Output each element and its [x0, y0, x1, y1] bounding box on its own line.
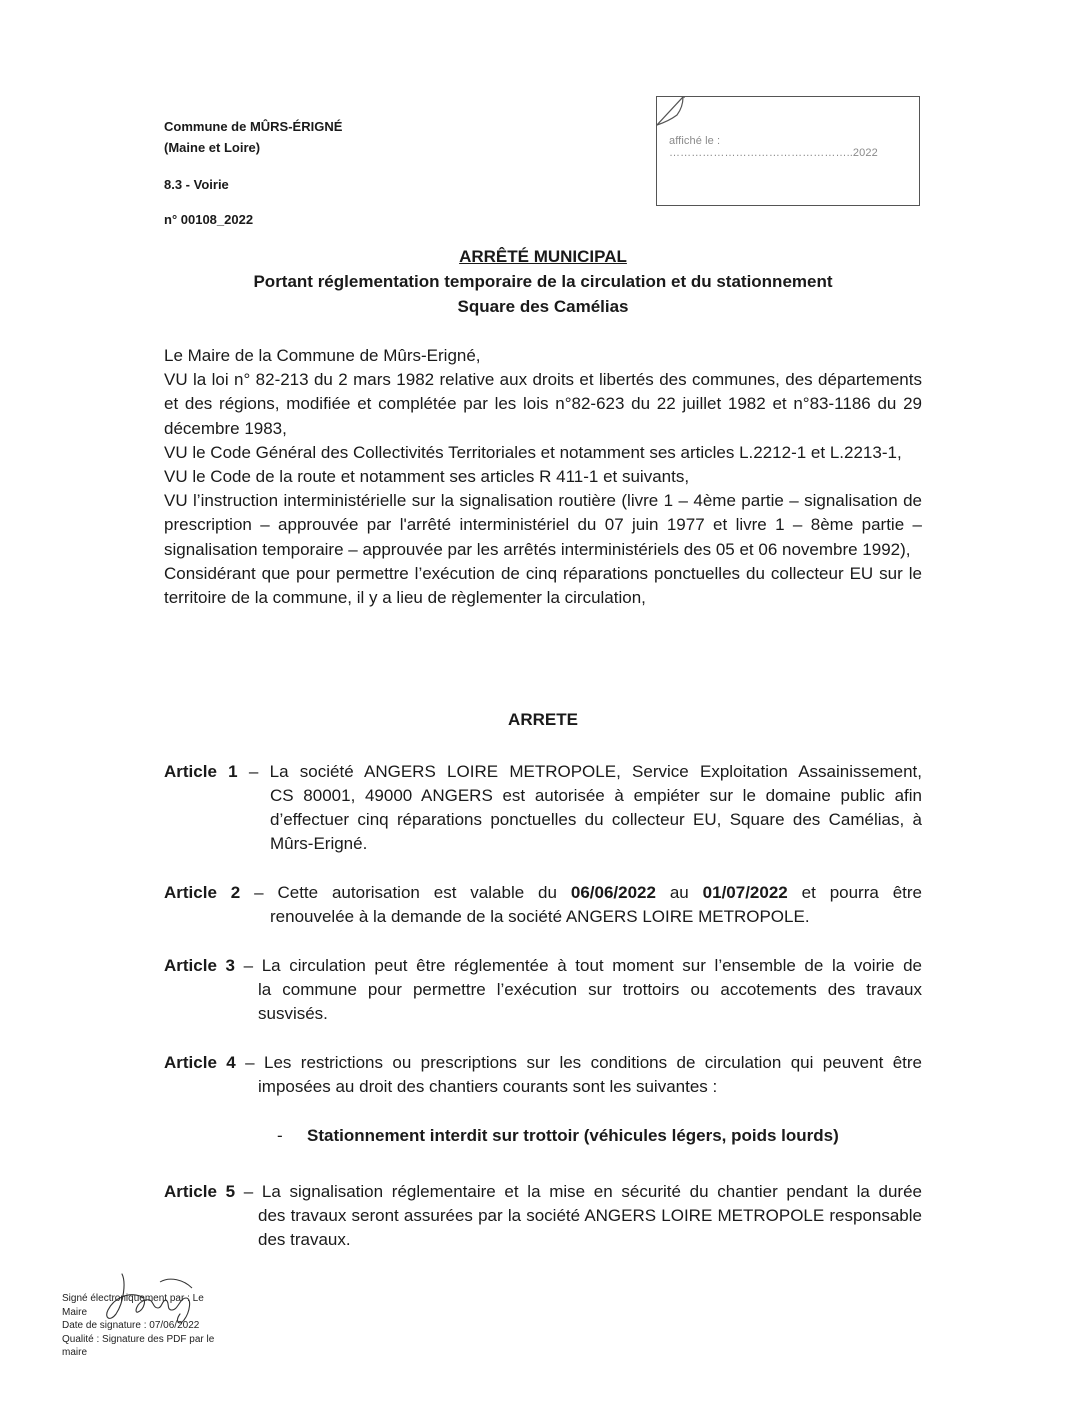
- date-to: 01/07/2022: [702, 883, 788, 902]
- article-text-continued: CS 80001, 49000 ANGERS est autorisée à empiéter sur le domaine public afin d’effectuer cinq réparations ponctuelles du collecteur EU, Square des Camélias, à Mûrs-Erigné.: [270, 786, 922, 853]
- article-5: [164, 1180, 922, 1252]
- folded-corner-icon: [655, 95, 689, 129]
- article-label: Article 5: [164, 1182, 236, 1201]
- electronic-signature-block: [62, 1292, 232, 1360]
- commune-header: [164, 116, 342, 158]
- article-4-bullet: [277, 1124, 839, 1148]
- signature-date: Date de signature : 07/06/2022: [62, 1320, 200, 1331]
- article-text: – La signalisation réglementaire et la mise en sécurité du chantier pendant la durée: [243, 1182, 922, 1201]
- decree-number: n° 00108_2022: [164, 212, 254, 227]
- signature-quality: Qualité : Signature des PDF par le: [62, 1333, 215, 1345]
- preamble-considerant: Considérant que pour permettre l’exécution de cinq réparations ponctuelles du collecteur EU sur le territoire de la commune, il y a lieu de règlementer la circulation,: [164, 563, 922, 608]
- date-from: 06/06/2022: [570, 883, 656, 902]
- commune-region: (Maine et Loire): [164, 140, 261, 155]
- preamble-vu-law: VU la loi n° 82-213 du 2 mars 1982 relative aux droits et libertés des communes, des départements et des régions, modifiée et complétée par les lois n°82-623 du 22 juillet 1982 et n°83-1186 du 29 décembre 1983,: [164, 370, 922, 438]
- preamble-vu-cgct: VU le Code Général des Collectivités Territoriales et notamment ses articles L.2212-1 et L.2213-1,: [164, 442, 902, 462]
- article-1: [164, 760, 922, 856]
- article-text-continued: des travaux seront assurées par la société ANGERS LOIRE METROPOLE responsable des travaux.: [258, 1206, 922, 1249]
- arrete-heading: ARRETE: [508, 710, 578, 729]
- article-label: Article 4: [164, 1053, 236, 1072]
- decree-subtitle: Portant réglementation temporaire de la circulation et du stationnement: [253, 272, 833, 291]
- posting-stamp: [656, 96, 920, 206]
- article-text: – Les restrictions ou prescriptions sur les conditions de circulation qui peuvent être: [245, 1053, 922, 1072]
- article-label: Article 1: [164, 762, 238, 781]
- preamble-mayor: Le Maire de la Commune de Mûrs-Erigné,: [164, 346, 481, 365]
- signature-signer: Maire: [62, 1306, 88, 1318]
- article-label: Article 2: [164, 883, 241, 902]
- article-label: Article 3: [164, 956, 235, 975]
- bullet-marker: -: [277, 1126, 283, 1145]
- article-text: – Cette autorisation est valable du: [254, 883, 557, 902]
- article-2: [164, 881, 922, 929]
- signature-signed-by: Signé électroniquement par : Le: [62, 1293, 204, 1304]
- signature-quality-cont: maire: [62, 1347, 88, 1358]
- preamble: [164, 344, 922, 610]
- article-text: au: [669, 883, 689, 902]
- article-text: – La circulation peut être réglementée à tout moment sur l’ensemble de la voirie de: [243, 956, 922, 975]
- article-text: et pourra être: [801, 883, 923, 902]
- category: 8.3 - Voirie: [164, 177, 229, 192]
- article-4: [164, 1051, 922, 1099]
- preamble-vu-instruction: VU l’instruction interministérielle sur la signalisation routière (livre 1 – 4ème partie – signalisation de prescription – approuvée par l'arrêté interministériel du 07 juin 1977 et livre 1 – 8ème partie – signalisation temporaire – approuvée par les arrêtés interministériels des 05 et 06 novembre 1992),: [164, 491, 922, 559]
- commune-name: Commune de MÛRS-ÉRIGNÉ: [164, 119, 343, 134]
- bullet-text: Stationnement interdit sur trottoir (véhicules légers, poids lourds): [307, 1126, 839, 1145]
- article-text-continued: imposées au droit des chantiers courants sont les suivantes :: [258, 1077, 718, 1096]
- preamble-vu-code-route: VU le Code de la route et notamment ses articles R 411-1 et suivants,: [164, 467, 690, 487]
- posting-date-field: affiché le : …………………………………………..2022: [669, 135, 878, 159]
- article-text: – La société ANGERS LOIRE METROPOLE, Service Exploitation Assainissement,: [248, 762, 922, 781]
- decree-title: ARRÊTÉ MUNICIPAL: [459, 247, 627, 266]
- article-text-continued: renouvelée à la demande de la société ANGERS LOIRE METROPOLE.: [270, 907, 810, 926]
- decree-location: Square des Camélias: [457, 297, 629, 316]
- article-3: [164, 954, 922, 1026]
- article-text-continued: la commune pour permettre l’exécution sur trottoirs ou accotements des travaux susvisés.: [258, 980, 922, 1023]
